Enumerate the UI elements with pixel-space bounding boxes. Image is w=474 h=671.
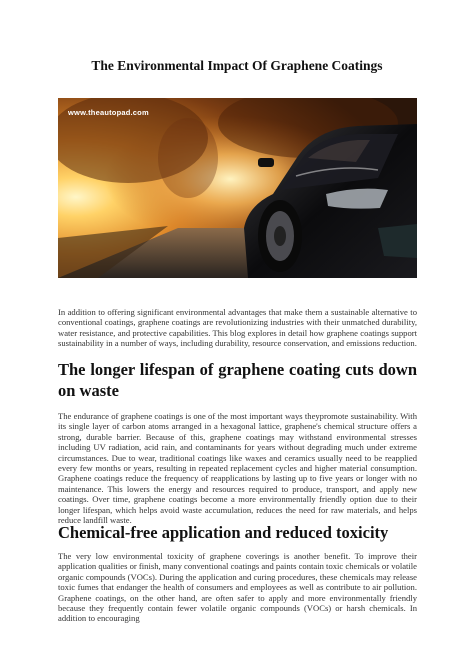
car-photo-illustration xyxy=(58,98,417,278)
section-body-toxicity: The very low environmental toxicity of graphene coverings is another benefit. To improve their application qualities or finish, many conventional coatings and paints contain toxic chemicals or volatile organic compounds (VOCs). During the application and curing procedures, these chemicals may release toxic fumes that endanger the health of consumers and employees as well as contribute to air pollution. Graphene coatings, on the other hand, are often safer to apply and more environmentally friendly because they frequently contain fewer volatile organic compounds (VOCs) or harsh chemicals. In addition to encouraging xyxy=(58,551,417,624)
section-heading-lifespan: The longer lifespan of graphene coating cuts down on waste xyxy=(58,360,417,400)
watermark-text: www.theautopad.com xyxy=(68,108,149,117)
car-photo xyxy=(58,98,417,278)
section-heading-toxicity: Chemical-free application and reduced toxicity xyxy=(58,523,389,542)
document-title: The Environmental Impact Of Graphene Coatings xyxy=(91,58,383,73)
section-body-lifespan: The endurance of graphene coatings is one of the most important ways theypromote sustainability. With its single layer of carbon atoms arranged in a hexagonal lattice, graphene's chemical structure offers a strong, durable barrier. Because of this, graphene coatings may withstand environmental stresses including UV radiation, acid rain, and contaminants for years without degrading much under extreme circumstances. Due to wear, traditional coatings like waxes and ceramics usually need to be reapplied every few months or years, resulting in repeated replacement cycles and higher material consumption. Graphene coatings reduce the frequency of reapplications by lasting up to five years or longer with no maintenance. This lowers the energy and resources required to produce, transport, and apply new coatings. Over time, graphene coatings become a more environmentally friendly option due to their longer lifespan, which helps avoid waste accumulation, reduces the need for raw materials, and helps reduce landfill waste. xyxy=(58,411,417,526)
intro-paragraph: In addition to offering significant environmental advantages that make them a sustainable alternative to conventional coatings, graphene coatings are revolutionizing industries with their unmatched durability, water resistance, and protective capabilities. This blog explores in detail how graphene coatings support sustainability in a number of ways, including durability, resource conservation, and emissions reduction. xyxy=(58,307,417,349)
